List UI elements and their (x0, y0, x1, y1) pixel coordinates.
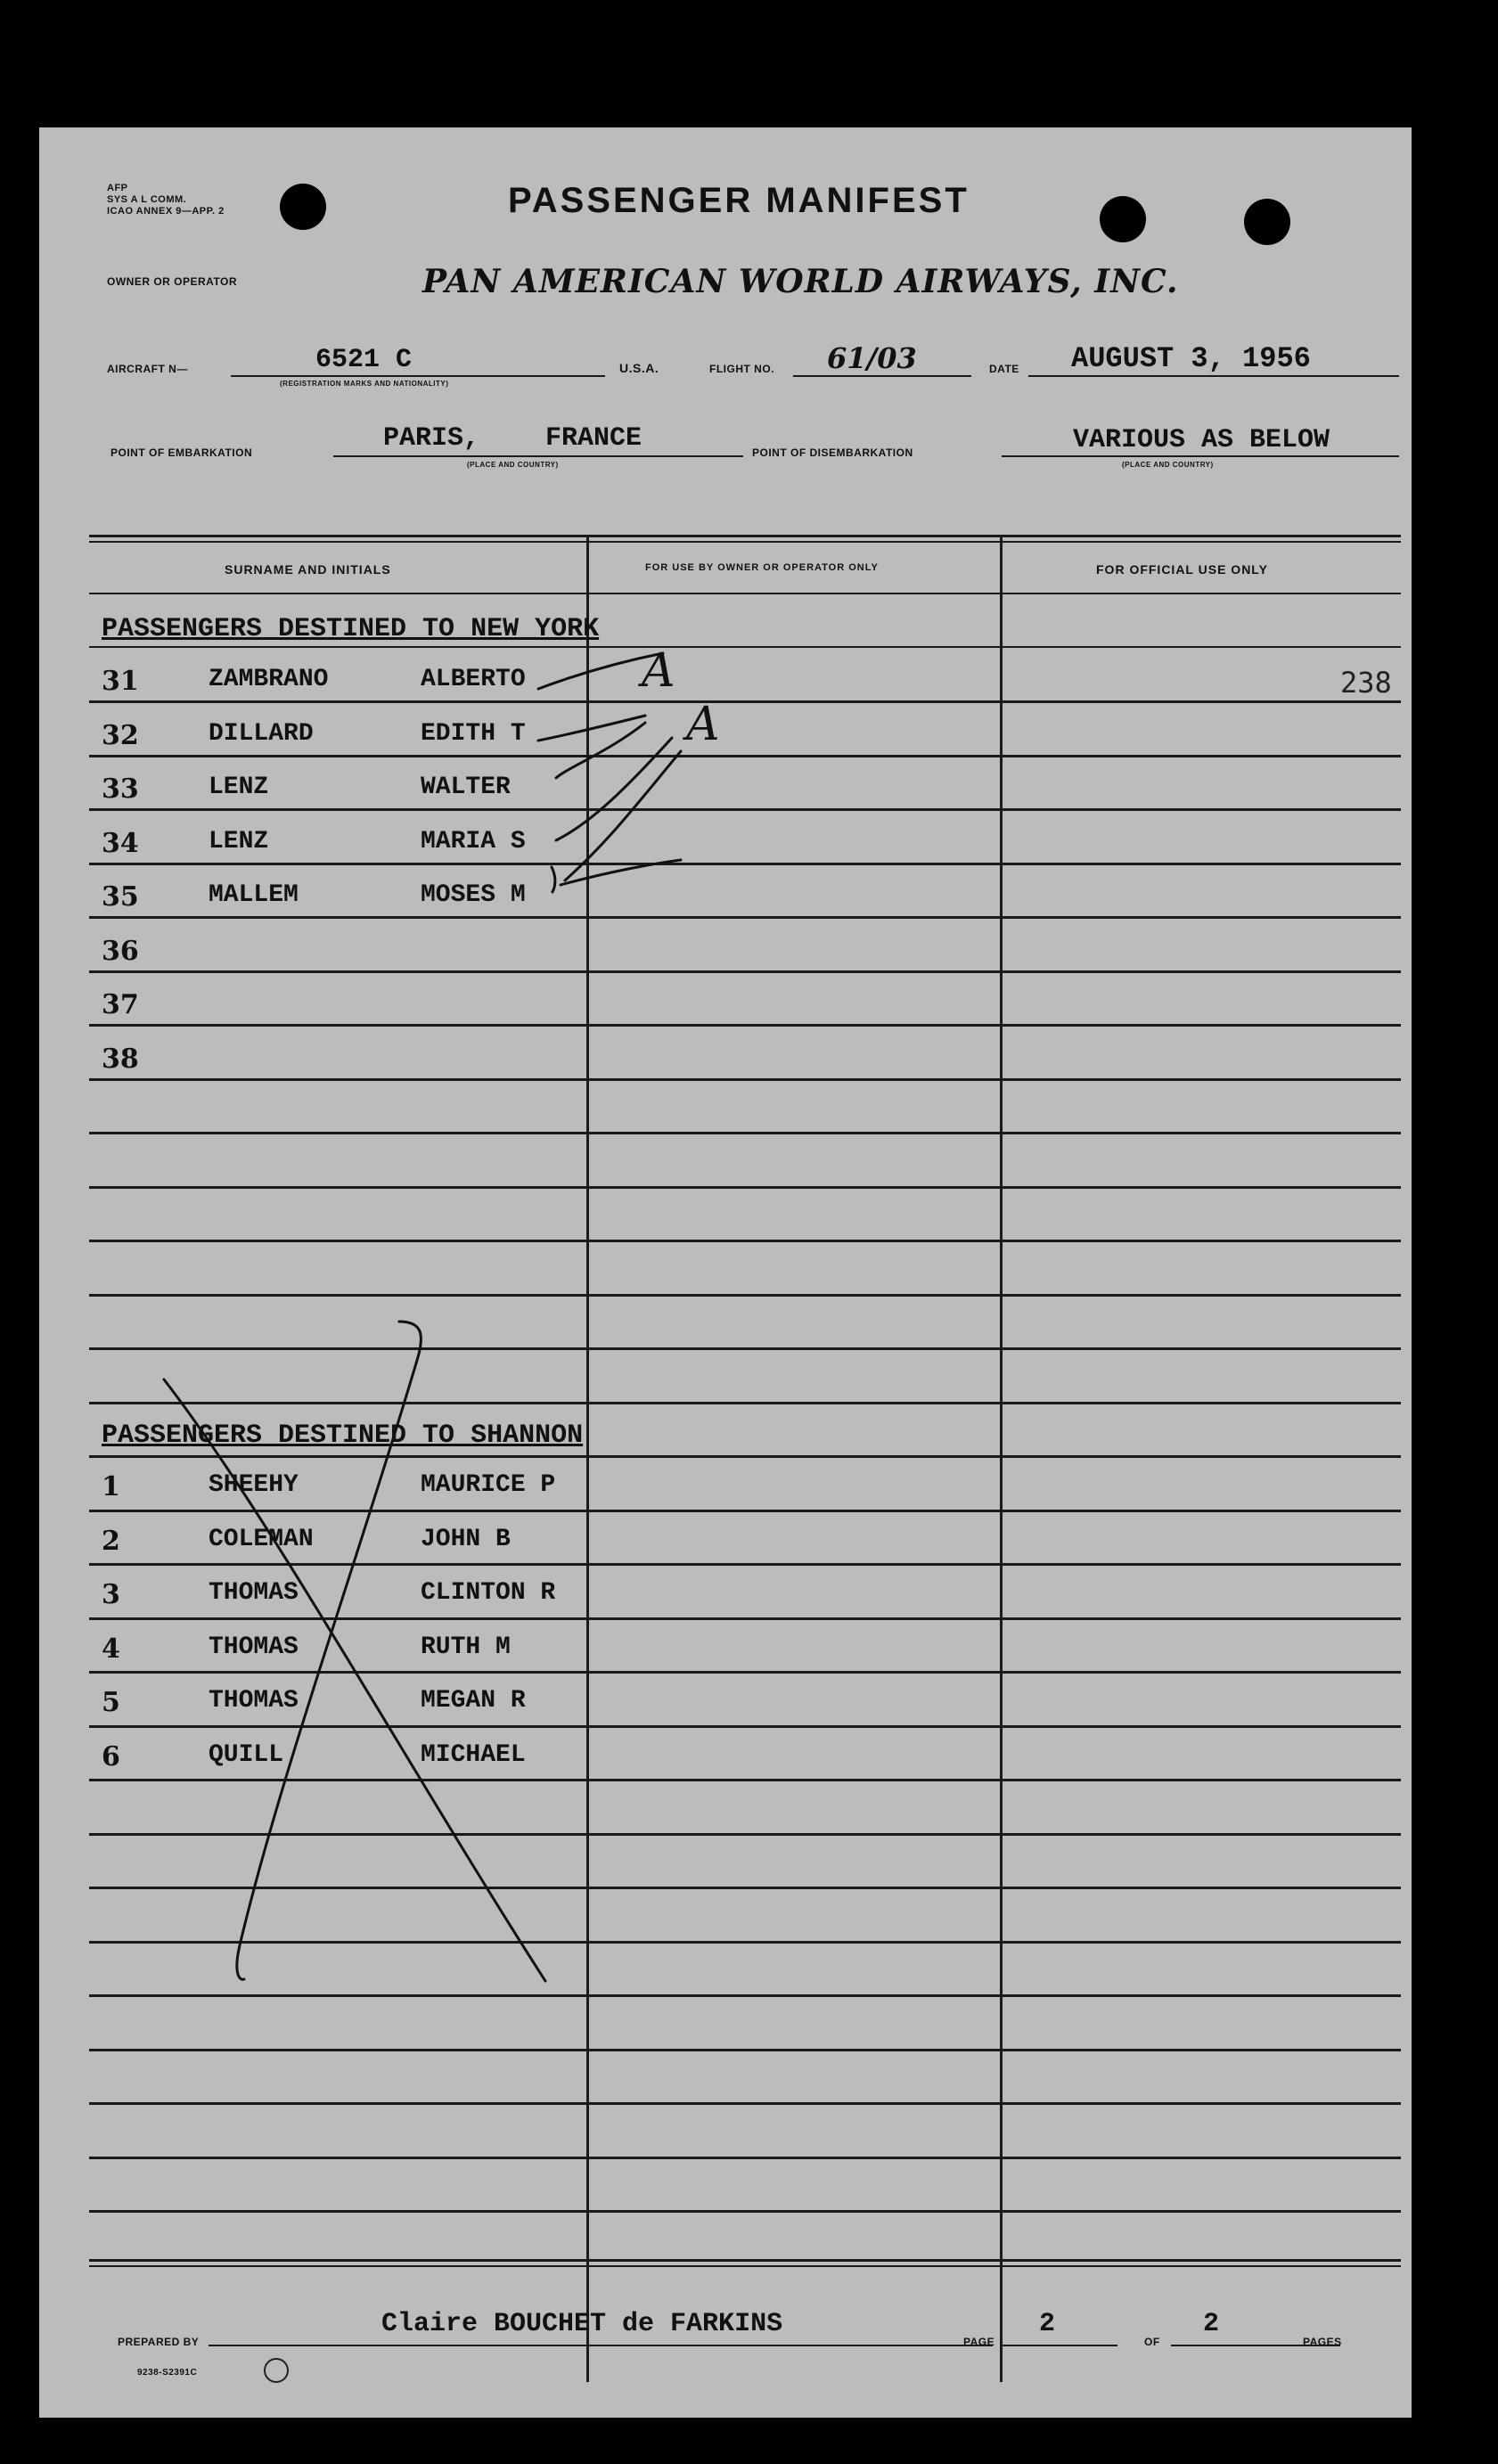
passenger-surname: COLEMAN (209, 1525, 314, 1553)
official-use-value: 238 (1340, 666, 1392, 700)
manifest-sheet (39, 127, 1412, 2418)
passenger-given-name: RUTH M (421, 1633, 511, 1661)
passenger-given-name: ALBERTO (421, 666, 526, 693)
handwritten-marks (39, 127, 1412, 2418)
handwritten-a: A (686, 698, 720, 751)
passenger-surname: LENZ (209, 827, 269, 855)
row-number: 37 (102, 989, 139, 1020)
page-total: 2 (1203, 2309, 1220, 2339)
passenger-surname: QUILL (209, 1740, 284, 1769)
registration-note: (REGISTRATION MARKS AND NATIONALITY) (280, 380, 449, 388)
disembarkation-value: VARIOUS AS BELOW (1073, 425, 1330, 455)
embarkation-country: FRANCE (545, 423, 643, 454)
bracket-mark (556, 723, 645, 778)
page-title: PASSENGER MANIFEST (508, 181, 970, 220)
column-header-operator: FOR USE BY OWNER OR OPERATOR ONLY (645, 562, 879, 573)
passenger-given-name: MAURICE P (421, 1471, 556, 1499)
place-note: (PLACE AND COUNTRY) (467, 461, 559, 469)
column-header-surname: SURNAME AND INITIALS (225, 562, 391, 577)
bracket-mark (561, 860, 681, 885)
row-number: 31 (102, 666, 139, 697)
bracket-mark (552, 867, 555, 892)
handwritten-a: A (642, 644, 675, 698)
row-number: 36 (102, 935, 139, 967)
passenger-given-name: MOSES M (421, 881, 526, 909)
prepared-rule (209, 2345, 993, 2346)
passenger-surname: THOMAS (209, 1633, 299, 1661)
disembarkation-label: POINT OF DISEMBARKATION (752, 446, 913, 459)
aircraft-label: AIRCRAFT N— (107, 363, 188, 375)
date-label: DATE (989, 363, 1019, 375)
bracket-mark (538, 716, 645, 741)
passenger-given-name: EDITH T (421, 719, 526, 748)
form-code-line: SYS A L COMM. (107, 194, 187, 205)
passenger-surname: ZAMBRANO (209, 666, 329, 693)
row-number: 6 (102, 1740, 120, 1772)
of-label: OF (1144, 2336, 1160, 2348)
passenger-given-name: MEGAN R (421, 1687, 526, 1715)
row-number: 1 (102, 1471, 120, 1502)
section-shannon: PASSENGERS DESTINED TO SHANNON (102, 1420, 584, 1451)
form-code-line: AFP (107, 183, 128, 193)
airline-name: PAN AMERICAN WORLD AIRWAYS, INC. (422, 263, 1179, 300)
place-note: (PLACE AND COUNTRY) (1122, 461, 1214, 469)
embarkation-city: PARIS, (383, 423, 480, 454)
pages-label: PAGES (1303, 2336, 1342, 2348)
page-rule (1002, 2345, 1117, 2346)
passenger-surname: LENZ (209, 774, 269, 801)
prepared-by: Claire BOUCHET de FARKINS (381, 2309, 783, 2339)
union-bug-icon (264, 2358, 289, 2383)
row-number: 34 (102, 827, 139, 859)
passenger-surname: THOMAS (209, 1687, 299, 1715)
row-number: 33 (102, 774, 139, 805)
page-label: PAGE (963, 2336, 995, 2348)
embarkation-label: POINT OF EMBARKATION (111, 446, 253, 459)
form-number: 9238-S2391C (137, 2368, 198, 2378)
row-number: 35 (102, 881, 139, 913)
prepared-label: PREPARED BY (118, 2336, 200, 2348)
row-number: 5 (102, 1687, 120, 1718)
passenger-surname: THOMAS (209, 1579, 299, 1607)
flight-number: 61/03 (827, 341, 917, 375)
row-number: 3 (102, 1579, 120, 1610)
passenger-surname: DILLARD (209, 719, 314, 748)
row-number: 4 (102, 1633, 120, 1665)
section-new-york: PASSENGERS DESTINED TO NEW YORK (102, 614, 600, 644)
passenger-given-name: WALTER (421, 774, 511, 801)
footer-rule (89, 2259, 1401, 2262)
form-code-line: ICAO ANNEX 9—APP. 2 (107, 206, 225, 217)
page-number: 2 (1039, 2309, 1056, 2339)
flight-label: FLIGHT NO. (709, 363, 774, 375)
row-number: 2 (102, 1525, 120, 1557)
bracket-mark (565, 751, 681, 880)
usa-label: U.S.A. (619, 361, 659, 375)
passenger-given-name: JOHN B (421, 1525, 511, 1553)
row-number: 38 (102, 1043, 139, 1075)
passenger-surname: MALLEM (209, 881, 299, 909)
row-number: 32 (102, 719, 139, 751)
bracket-mark (556, 738, 672, 840)
passenger-given-name: CLINTON R (421, 1579, 556, 1607)
passenger-given-name: MARIA S (421, 827, 526, 855)
footer-rule (89, 2265, 1401, 2267)
passenger-given-name: MICHAEL (421, 1740, 526, 1769)
aircraft-number: 6521 C (315, 345, 413, 375)
strike-line (164, 1379, 545, 1981)
passenger-surname: SHEEHY (209, 1471, 299, 1499)
column-header-official: FOR OFFICIAL USE ONLY (1096, 562, 1268, 577)
flight-date: AUGUST 3, 1956 (1071, 342, 1311, 375)
strike-line (237, 1322, 422, 1979)
owner-label: OWNER OR OPERATOR (107, 275, 238, 288)
